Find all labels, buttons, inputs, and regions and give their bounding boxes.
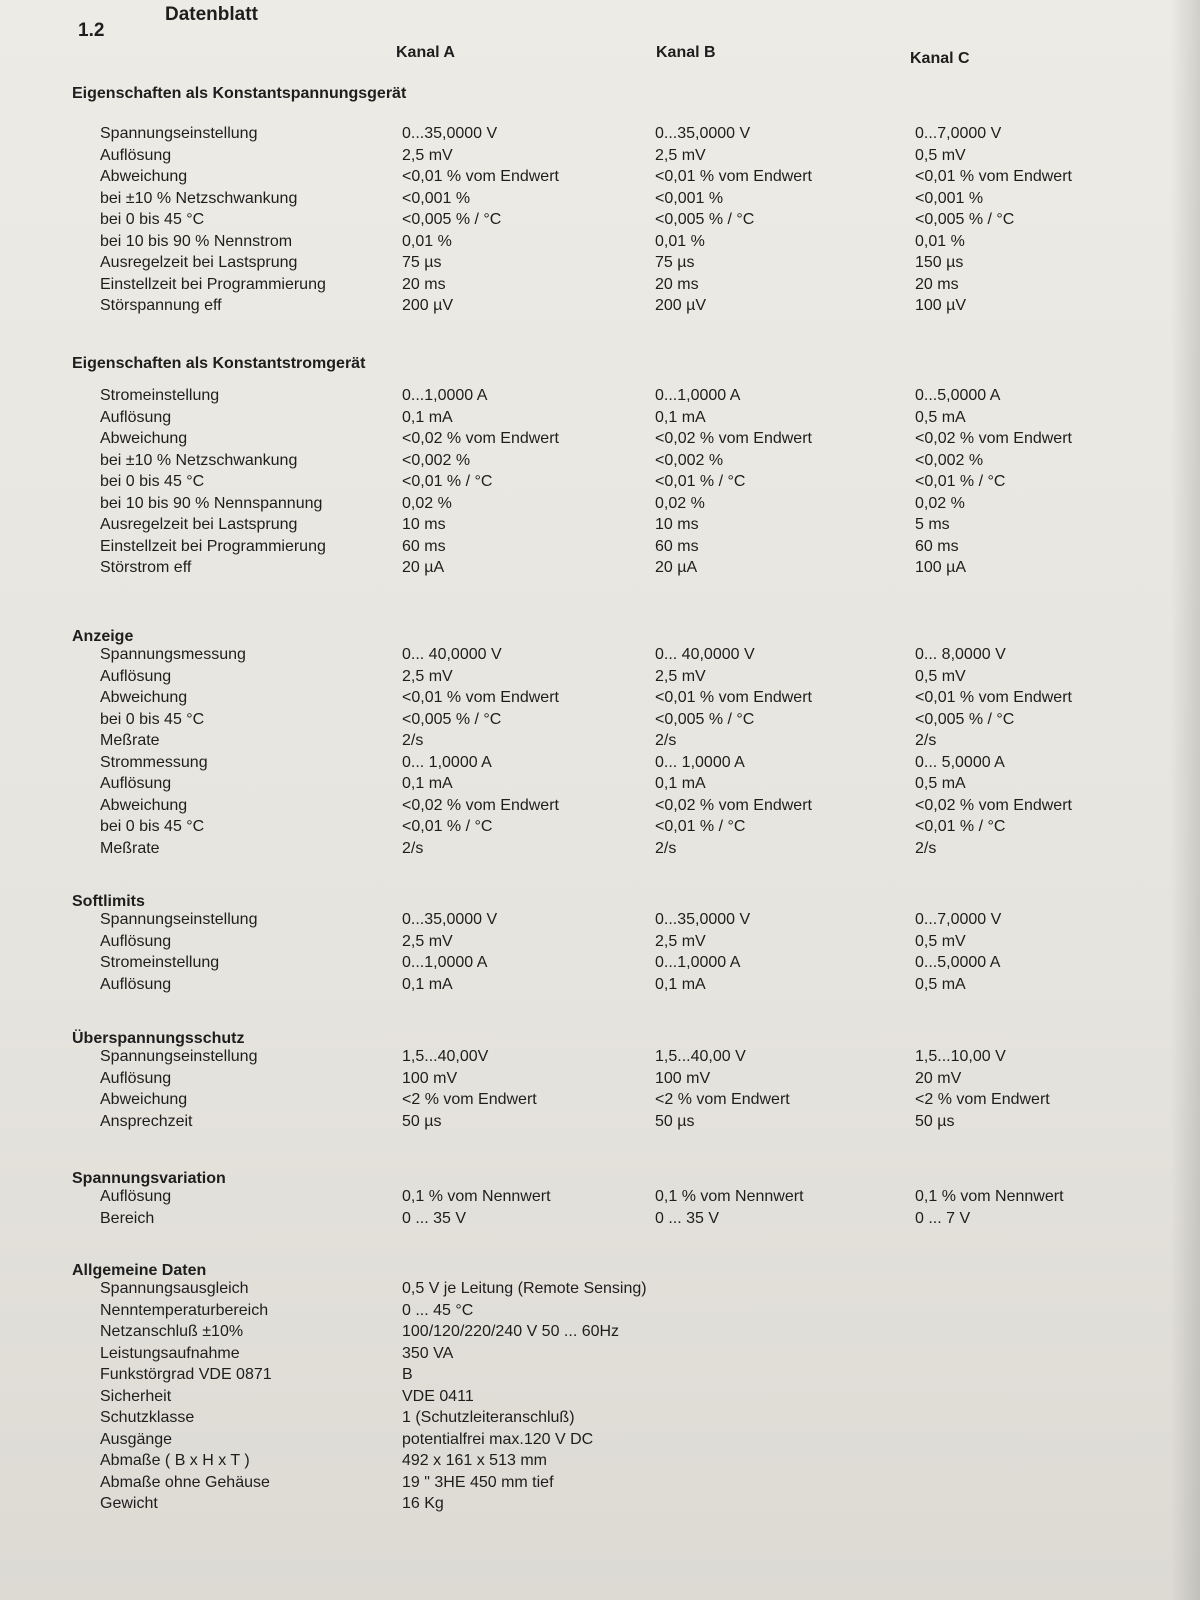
- value-kanal-a: 0,5 V je Leitung (Remote Sensing): [402, 1280, 647, 1297]
- value-kanal-c: 0,5 mA: [915, 975, 966, 993]
- value-kanal-a: 2/s: [402, 732, 424, 749]
- value-kanal-c: <0,005 % / °C: [915, 211, 1015, 228]
- value-kanal-a: <0,02 % vom Endwert: [402, 430, 559, 447]
- value-kanal-c: 0,1 % vom Nennwert: [915, 1188, 1064, 1205]
- value-kanal-c: 0,5 mV: [915, 932, 966, 950]
- value-kanal-b: 60 ms: [655, 537, 699, 555]
- value-kanal-b: 0,01 %: [655, 232, 705, 250]
- value-kanal-c: 0,5 mV: [915, 146, 966, 164]
- spec-label: bei 0 bis 45 °C: [100, 710, 205, 728]
- spec-label: Leistungsaufnahme: [100, 1344, 240, 1362]
- value-kanal-b: 0 ... 35 V: [655, 1209, 720, 1227]
- spec-label: Abweichung: [100, 430, 188, 447]
- value-kanal-b: 0,02 %: [655, 494, 705, 512]
- value-kanal-a: 0... 1,0000 A: [402, 753, 492, 771]
- value-kanal-c: 0,5 mA: [915, 775, 966, 792]
- value-kanal-b: <0,005 % / °C: [655, 211, 755, 228]
- value-kanal-b: <0,001 %: [655, 189, 724, 207]
- value-kanal-a: B: [402, 1366, 413, 1383]
- section-title: Allgemeine Daten: [72, 1262, 207, 1279]
- spec-label: Gewicht: [100, 1495, 158, 1512]
- value-kanal-b: 2,5 mV: [655, 146, 706, 164]
- value-kanal-b: 0...35,0000 V: [655, 125, 751, 142]
- value-kanal-a: <0,01 % vom Endwert: [402, 168, 559, 185]
- value-kanal-c: <0,01 % vom Endwert: [915, 168, 1072, 185]
- value-kanal-a: 2,5 mV: [402, 932, 453, 950]
- value-kanal-c: <0,01 % / °C: [915, 473, 1006, 490]
- value-kanal-a: 1 (Schutzleiteranschluß): [402, 1409, 575, 1426]
- spec-label: Nenntemperaturbereich: [100, 1301, 269, 1319]
- value-kanal-b: <0,005 % / °C: [655, 710, 755, 728]
- spec-label: Störstrom eff: [100, 559, 192, 576]
- spec-label: Stromeinstellung: [100, 387, 220, 404]
- value-kanal-c: 0,5 mV: [915, 667, 966, 685]
- value-kanal-c: 0... 5,0000 A: [915, 753, 1005, 771]
- value-kanal-b: 20 ms: [655, 275, 699, 293]
- value-kanal-c: 20 ms: [915, 275, 959, 293]
- value-kanal-b: <0,01 % vom Endwert: [655, 168, 812, 185]
- value-kanal-b: 0,1 mA: [655, 408, 706, 426]
- value-kanal-a: 2,5 mV: [402, 667, 453, 685]
- value-kanal-a: 492 x 161 x 513 mm: [402, 1452, 547, 1469]
- value-kanal-a: <0,01 % / °C: [402, 818, 493, 835]
- value-kanal-c: 0... 8,0000 V: [915, 646, 1006, 663]
- value-kanal-a: 0 ... 35 V: [402, 1209, 467, 1227]
- section-title: Eigenschaften als Konstantstromgerät: [72, 355, 366, 372]
- spec-label: Auflösung: [100, 1188, 172, 1205]
- spec-label: Auflösung: [100, 667, 172, 685]
- value-kanal-c: 2/s: [915, 732, 937, 749]
- value-kanal-c: 0 ... 7 V: [915, 1209, 971, 1227]
- spec-label: Schutzklasse: [100, 1409, 195, 1426]
- value-kanal-a: 350 VA: [402, 1344, 454, 1362]
- spec-label: Strommessung: [100, 753, 208, 771]
- value-kanal-a: <0,005 % / °C: [402, 710, 502, 728]
- value-kanal-a: 20 ms: [402, 275, 446, 293]
- value-kanal-a: potentialfrei max.120 V DC: [402, 1430, 594, 1448]
- value-kanal-c: 0...7,0000 V: [915, 125, 1002, 142]
- value-kanal-b: 100 mV: [655, 1069, 711, 1087]
- spec-label: Funkstörgrad VDE 0871: [100, 1366, 272, 1383]
- value-kanal-c: 0...5,0000 A: [915, 954, 1001, 971]
- value-kanal-a: 2/s: [402, 839, 424, 857]
- value-kanal-a: 19 " 3HE 450 mm tief: [402, 1473, 554, 1491]
- spec-label: Ausregelzeit bei Lastsprung: [100, 516, 298, 533]
- spec-label: Abweichung: [100, 168, 188, 185]
- value-kanal-c: 0,02 %: [915, 494, 965, 512]
- section-title: Anzeige: [72, 628, 134, 645]
- spec-label: bei 10 bis 90 % Nennstrom: [100, 232, 293, 250]
- value-kanal-b: 20 µA: [655, 559, 698, 576]
- value-kanal-b: 0,1 mA: [655, 975, 706, 993]
- value-kanal-c: 1,5...10,00 V: [915, 1048, 1006, 1065]
- value-kanal-a: 0,02 %: [402, 494, 452, 512]
- value-kanal-a: 2,5 mV: [402, 146, 453, 164]
- value-kanal-c: <0,002 %: [915, 451, 984, 469]
- value-kanal-a: 100 mV: [402, 1069, 458, 1087]
- value-kanal-c: 0...5,0000 A: [915, 387, 1001, 404]
- value-kanal-b: 2/s: [655, 839, 677, 857]
- value-kanal-c: <0,01 % vom Endwert: [915, 689, 1072, 706]
- value-kanal-c: 0...7,0000 V: [915, 911, 1002, 928]
- spec-label: Störspannung eff: [100, 297, 222, 314]
- spec-label: bei 10 bis 90 % Nennspannung: [100, 494, 323, 512]
- spec-label: Auflösung: [100, 775, 172, 792]
- value-kanal-a: 0...1,0000 A: [402, 387, 488, 404]
- spec-label: Sicherheit: [100, 1387, 172, 1405]
- value-kanal-b: 2/s: [655, 732, 677, 749]
- spec-label: Abweichung: [100, 689, 188, 706]
- value-kanal-c: 2/s: [915, 839, 937, 857]
- value-kanal-a: 0...1,0000 A: [402, 954, 488, 971]
- spec-label: Einstellzeit bei Programmierung: [100, 275, 326, 293]
- spec-label: Auflösung: [100, 975, 172, 993]
- value-kanal-a: 200 µV: [402, 297, 454, 314]
- spec-label: bei 0 bis 45 °C: [100, 211, 205, 228]
- page-title: Datenblatt: [165, 4, 258, 25]
- spec-label: Spannungseinstellung: [100, 911, 258, 928]
- spec-label: Spannungsausgleich: [100, 1280, 249, 1297]
- value-kanal-b: <0,002 %: [655, 451, 724, 469]
- value-kanal-b: 2,5 mV: [655, 932, 706, 950]
- section-title: Eigenschaften als Konstantspannungsgerät: [72, 85, 407, 102]
- value-kanal-a: 0,1 mA: [402, 408, 453, 426]
- spec-label: Meßrate: [100, 839, 160, 857]
- spec-label: Auflösung: [100, 1069, 172, 1087]
- spec-label: Abmaße ohne Gehäuse: [100, 1473, 270, 1491]
- value-kanal-a: <0,02 % vom Endwert: [402, 796, 559, 814]
- value-kanal-a: 100/120/220/240 V 50 ... 60Hz: [402, 1323, 620, 1340]
- spec-label: Spannungsmessung: [100, 646, 246, 663]
- value-kanal-b: 0... 1,0000 A: [655, 753, 745, 771]
- value-kanal-b: 50 µs: [655, 1112, 695, 1130]
- column-header-kanal-a: Kanal A: [396, 44, 455, 61]
- value-kanal-a: <0,01 % vom Endwert: [402, 689, 559, 706]
- spec-label: bei ±10 % Netzschwankung: [100, 189, 298, 207]
- value-kanal-b: 0,1 mA: [655, 775, 706, 792]
- value-kanal-a: 0,01 %: [402, 232, 452, 250]
- section-title: Überspannungsschutz: [72, 1030, 245, 1047]
- value-kanal-b: <0,02 % vom Endwert: [655, 430, 812, 447]
- spec-label: Abweichung: [100, 796, 188, 814]
- value-kanal-a: 16 Kg: [402, 1495, 444, 1512]
- spec-label: bei 0 bis 45 °C: [100, 818, 205, 835]
- spec-label: Meßrate: [100, 732, 160, 749]
- spec-label: Auflösung: [100, 408, 172, 426]
- value-kanal-a: 60 ms: [402, 537, 446, 555]
- section-title: Softlimits: [72, 893, 145, 910]
- spec-label: Spannungseinstellung: [100, 125, 258, 142]
- value-kanal-b: <0,01 % / °C: [655, 818, 746, 835]
- value-kanal-a: 0...35,0000 V: [402, 911, 498, 928]
- value-kanal-b: 0,1 % vom Nennwert: [655, 1188, 804, 1205]
- value-kanal-a: 50 µs: [402, 1112, 442, 1130]
- value-kanal-b: <0,01 % vom Endwert: [655, 689, 812, 706]
- spec-label: Netzanschluß ±10%: [100, 1323, 244, 1340]
- value-kanal-c: 0,01 %: [915, 232, 965, 250]
- spec-label: Ausgänge: [100, 1430, 173, 1448]
- value-kanal-b: 75 µs: [655, 254, 695, 271]
- value-kanal-b: 2,5 mV: [655, 667, 706, 685]
- value-kanal-b: 1,5...40,00 V: [655, 1048, 746, 1065]
- spec-label: bei ±10 % Netzschwankung: [100, 451, 298, 469]
- value-kanal-b: 0...1,0000 A: [655, 954, 741, 971]
- value-kanal-c: <2 % vom Endwert: [915, 1091, 1050, 1108]
- value-kanal-c: 0,5 mA: [915, 408, 966, 426]
- value-kanal-c: 100 µA: [915, 559, 967, 576]
- value-kanal-c: 100 µV: [915, 297, 967, 314]
- section-title: Spannungsvariation: [72, 1170, 226, 1187]
- spec-label: Abweichung: [100, 1091, 188, 1108]
- value-kanal-a: 0 ... 45 °C: [402, 1301, 474, 1319]
- value-kanal-b: <0,01 % / °C: [655, 473, 746, 490]
- spec-label: Ausregelzeit bei Lastsprung: [100, 254, 298, 271]
- value-kanal-a: <0,01 % / °C: [402, 473, 493, 490]
- value-kanal-b: 10 ms: [655, 516, 699, 533]
- value-kanal-c: 50 µs: [915, 1112, 955, 1130]
- column-header-kanal-c: Kanal C: [910, 50, 970, 67]
- spec-label: Abmaße ( B x H x T ): [100, 1452, 250, 1469]
- value-kanal-c: 5 ms: [915, 516, 950, 533]
- value-kanal-a: 1,5...40,00V: [402, 1048, 489, 1065]
- value-kanal-a: <2 % vom Endwert: [402, 1091, 537, 1108]
- value-kanal-b: <0,02 % vom Endwert: [655, 796, 812, 814]
- value-kanal-b: <2 % vom Endwert: [655, 1091, 790, 1108]
- value-kanal-a: 0...35,0000 V: [402, 125, 498, 142]
- value-kanal-c: <0,001 %: [915, 189, 984, 207]
- value-kanal-b: 0...1,0000 A: [655, 387, 741, 404]
- value-kanal-c: 20 mV: [915, 1069, 962, 1087]
- value-kanal-a: 0,1 mA: [402, 975, 453, 993]
- value-kanal-c: <0,005 % / °C: [915, 710, 1015, 728]
- value-kanal-a: 0,1 % vom Nennwert: [402, 1188, 551, 1205]
- spec-label: Auflösung: [100, 932, 172, 950]
- value-kanal-a: VDE 0411: [402, 1387, 474, 1405]
- value-kanal-a: 0... 40,0000 V: [402, 646, 502, 663]
- value-kanal-b: 0... 40,0000 V: [655, 646, 755, 663]
- section-number: 1.2: [78, 20, 105, 41]
- spec-label: Ansprechzeit: [100, 1112, 193, 1130]
- value-kanal-b: 200 µV: [655, 297, 707, 314]
- value-kanal-c: 150 µs: [915, 254, 964, 271]
- spec-label: Stromeinstellung: [100, 954, 220, 971]
- value-kanal-a: <0,005 % / °C: [402, 211, 502, 228]
- value-kanal-a: 10 ms: [402, 516, 446, 533]
- spec-label: Bereich: [100, 1209, 155, 1227]
- value-kanal-c: <0,02 % vom Endwert: [915, 430, 1072, 447]
- value-kanal-b: 0...35,0000 V: [655, 911, 751, 928]
- column-header-kanal-b: Kanal B: [656, 44, 716, 61]
- value-kanal-a: 20 µA: [402, 559, 445, 576]
- value-kanal-c: <0,01 % / °C: [915, 818, 1006, 835]
- value-kanal-a: <0,001 %: [402, 189, 471, 207]
- spec-label: Spannungseinstellung: [100, 1048, 258, 1065]
- value-kanal-a: 0,1 mA: [402, 775, 453, 792]
- spec-label: Auflösung: [100, 146, 172, 164]
- value-kanal-a: <0,002 %: [402, 451, 471, 469]
- value-kanal-a: 75 µs: [402, 254, 442, 271]
- spec-label: bei 0 bis 45 °C: [100, 473, 205, 490]
- value-kanal-c: 60 ms: [915, 537, 959, 555]
- spec-label: Einstellzeit bei Programmierung: [100, 537, 326, 555]
- value-kanal-c: <0,02 % vom Endwert: [915, 796, 1072, 814]
